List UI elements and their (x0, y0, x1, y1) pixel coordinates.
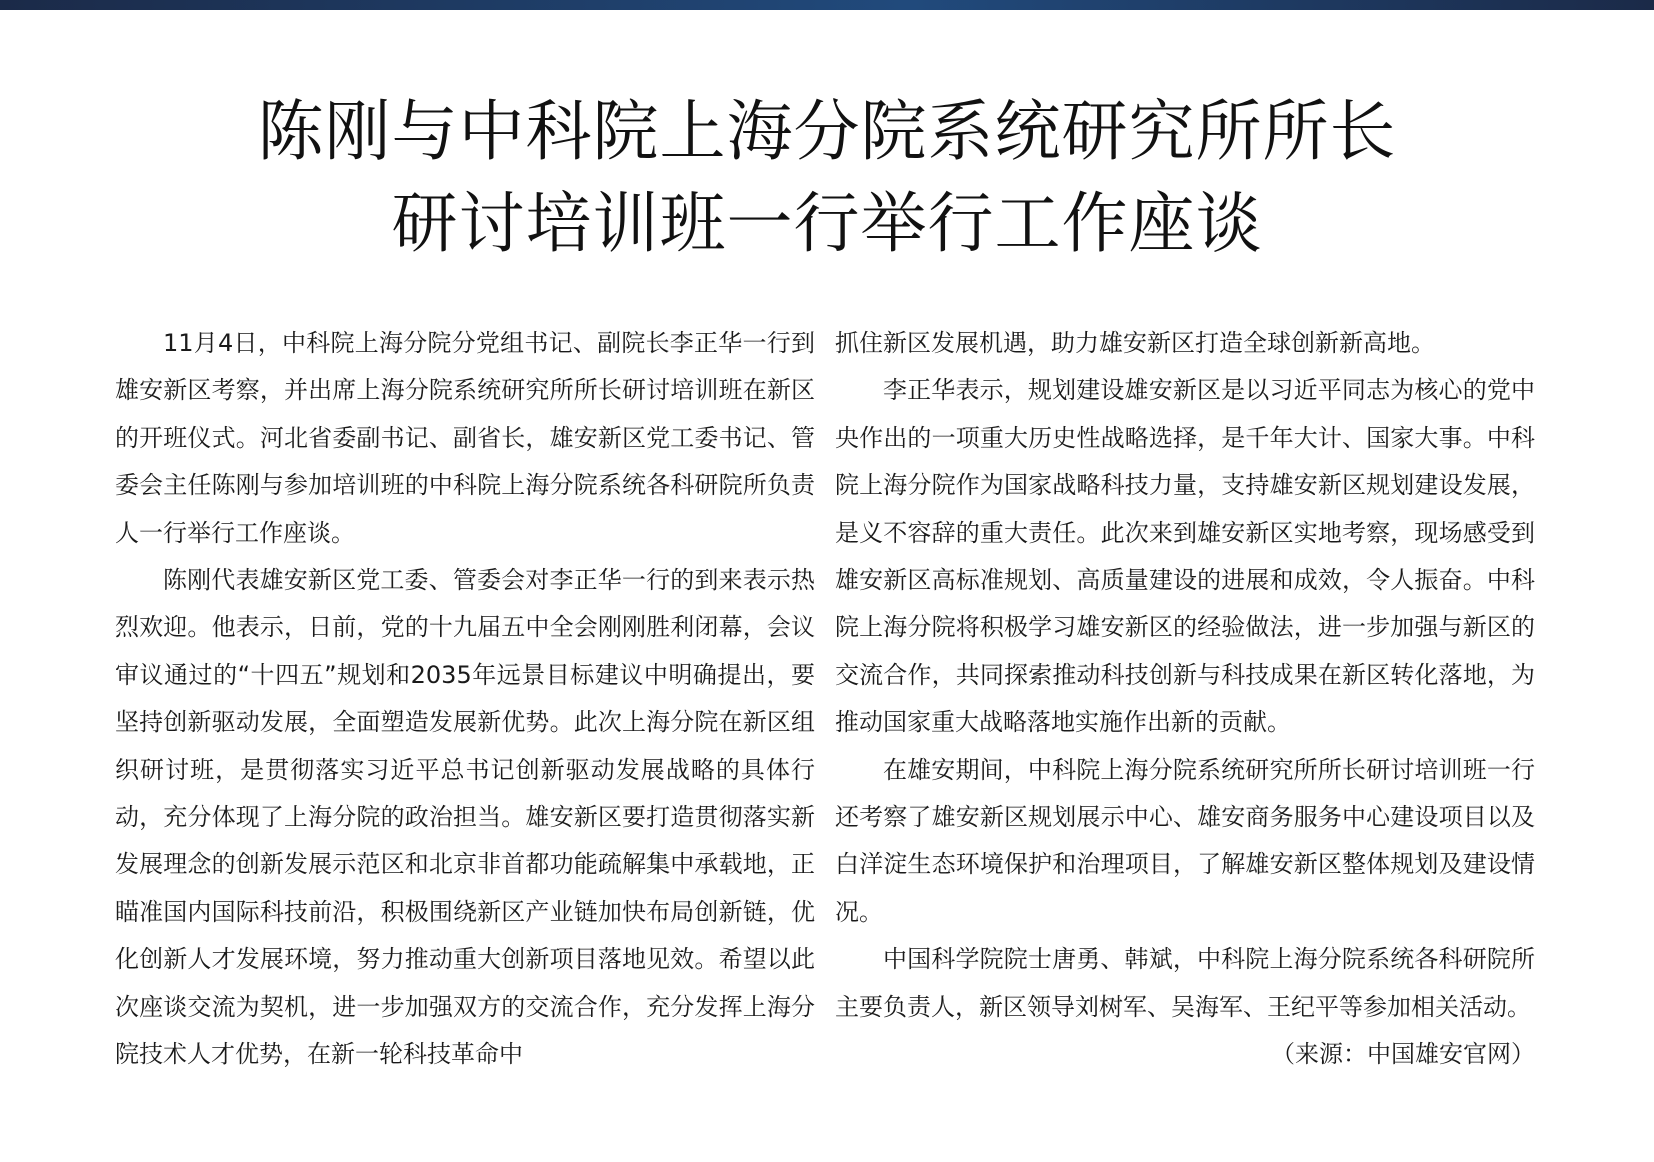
paragraph-5 (835, 936, 1535, 1069)
article-body (115, 320, 1535, 1120)
paragraph-3: 李正华表示，规划建设雄安新区是以习近平同志为核心的党中央作出的一项重大历史性战略选择，是千年大计、国家大事。中科院上海分院作为国家战略科技力量，支持雄安新区规划建设发展，是义不容辞的重大责任。此次来到雄安新区实地考察，现场感受到雄安新区高标准规划、高质量建设的进展和成效，令人振奋。中科院上海分院将积极学习雄安新区的经验做法，进一步加强与新区的交流合作，共同探索推动科技创新与科技成果在新区转化落地，为推动国家重大战略落地实施作出新的贡献。 (835, 376, 1535, 737)
article-title-line-1: 陈刚与中科院上海分院系统研究所所长 (257, 93, 1397, 170)
paragraph-2: 陈刚代表雄安新区党工委、管委会对李正华一行的到来表示热烈欢迎。他表示，日前，党的十九届五中全会刚刚胜利闭幕，会议审议通过的“十四五”规划和2035年远景目标建议中明确提出，要坚持创新驱动发展，全面塑造发展新优势。此次上海分院在新区组织研讨班，是贯彻落实习近平总书记创新驱动发展战略的具体行动，充分体现了上海分院的政治担当。雄安新区要打造贯彻落实新发展理念的创新发展示范区和北京非首都功能疏解集中承载地，正瞄准国内国际科技前沿，积极围绕新区产业链加快布局创新链，优化创新人才发展环境，努力推动重大创新项目落地见效。希望以此次座谈交流为契机，进一步加强双方的交流合作，充分发挥上海分院技术人才优势，在新一轮科技革命中 (115, 566, 815, 1069)
paragraph-5-text: 中国科学院院士唐勇、韩斌，中科院上海分院系统各科研院所主要负责人，新区领导刘树军、吴海军、王纪平等参加相关活动。 (835, 945, 1535, 1021)
article-title (0, 86, 1654, 270)
paragraph-4: 在雄安期间，中科院上海分院系统研究所所长研讨培训班一行还考察了雄安新区规划展示中心、雄安商务服务中心建设项目以及白洋淀生态环境保护和治理项目，了解雄安新区整体规划及建设情况。 (835, 755, 1535, 926)
article-title-line-2: 研讨培训班一行举行工作座谈 (391, 185, 1263, 262)
right-column (835, 320, 1535, 1120)
source-credit: （来源：中国雄安官网） (1271, 1040, 1535, 1069)
paragraph-2-continued: 抓住新区发展机遇，助力雄安新区打造全球创新新高地。 (835, 329, 1435, 357)
left-column (115, 320, 815, 1120)
paragraph-1: 11月4日，中科院上海分院分党组书记、副院长李正华一行到雄安新区考察，并出席上海分院系统研究所所长研讨培训班在新区的开班仪式。河北省委副书记、副省长，雄安新区党工委书记、管委会主任陈刚与参加培训班的中科院上海分院系统各科研院所负责人一行举行工作座谈。 (115, 329, 815, 547)
top-accent-bar (0, 0, 1654, 10)
